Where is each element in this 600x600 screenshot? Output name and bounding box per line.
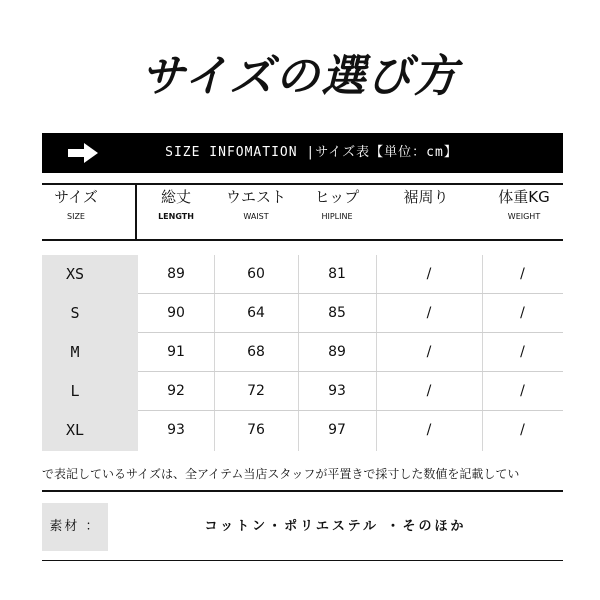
length-cell: 89	[167, 266, 185, 282]
size-cell: XL	[65, 421, 85, 439]
header-waist	[214, 186, 298, 224]
header-bottom-rule	[42, 239, 563, 241]
header-divider	[135, 183, 137, 241]
hip-cell: 81	[328, 266, 346, 282]
size-cell: L	[70, 382, 80, 400]
table-row	[42, 255, 563, 294]
header-size	[42, 186, 110, 224]
header-size-en: SIZE	[67, 212, 85, 221]
table-row	[42, 411, 563, 450]
length-cell: 91	[167, 344, 185, 360]
table-row	[42, 333, 563, 372]
weight-cell: /	[520, 422, 525, 438]
hem-cell: /	[426, 266, 432, 282]
header-weight-jp: 体重KG	[498, 188, 550, 206]
header-weight-en: WEIGHT	[507, 212, 541, 221]
page-title: サイズの選び方	[140, 51, 460, 102]
header-hem-jp: 裾周り	[403, 188, 449, 206]
waist-cell: 72	[247, 383, 265, 399]
weight-cell: /	[520, 344, 525, 360]
measurement-note: で表記しているサイズは、全アイテム当店スタッフが平置きで採寸した数値を記載してい	[42, 467, 520, 481]
hip-cell: 85	[328, 305, 346, 321]
weight-cell: /	[520, 266, 525, 282]
header-hip	[298, 186, 376, 224]
size-cell: M	[70, 343, 80, 361]
hem-cell: /	[426, 383, 432, 399]
waist-cell: 60	[247, 266, 265, 282]
header-waist-jp: ウエスト	[225, 188, 286, 206]
header-hem	[376, 186, 476, 208]
table-row	[42, 294, 563, 333]
header-length-jp: 総丈	[160, 188, 191, 206]
waist-cell: 64	[247, 305, 265, 321]
length-cell: 93	[167, 422, 185, 438]
size-info-banner	[42, 133, 563, 173]
note-rule	[42, 490, 563, 492]
header-hip-en: HIPLINE	[321, 212, 353, 221]
material-label: 素材 ：	[42, 503, 108, 551]
banner-text: SIZE INFOMATION |サイズ表【単位：cm】	[165, 145, 458, 160]
size-cell: S	[70, 304, 80, 322]
header-length	[138, 186, 214, 224]
hem-cell: /	[426, 344, 432, 360]
weight-cell: /	[520, 305, 525, 321]
length-cell: 92	[167, 383, 185, 399]
material-value: コットン・ポリエステル ・そのほか	[204, 519, 467, 534]
hem-cell: /	[426, 305, 432, 321]
hip-cell: 93	[328, 383, 346, 399]
hip-cell: 89	[328, 344, 346, 360]
weight-cell: /	[520, 383, 525, 399]
header-weight	[476, 186, 572, 224]
header-top-rule	[42, 183, 563, 185]
header-size-jp: サイズ	[54, 188, 98, 206]
waist-cell: 68	[247, 344, 265, 360]
header-waist-en: WAIST	[243, 212, 269, 221]
waist-cell: 76	[247, 422, 265, 438]
size-cell: XS	[65, 265, 85, 283]
header-length-en: LENGTH	[158, 212, 194, 221]
hip-cell: 97	[328, 422, 346, 438]
bottom-rule	[42, 560, 563, 561]
header-hip-jp: ヒップ	[314, 188, 360, 206]
hem-cell: /	[426, 422, 432, 438]
length-cell: 90	[167, 305, 185, 321]
table-row	[42, 372, 563, 411]
